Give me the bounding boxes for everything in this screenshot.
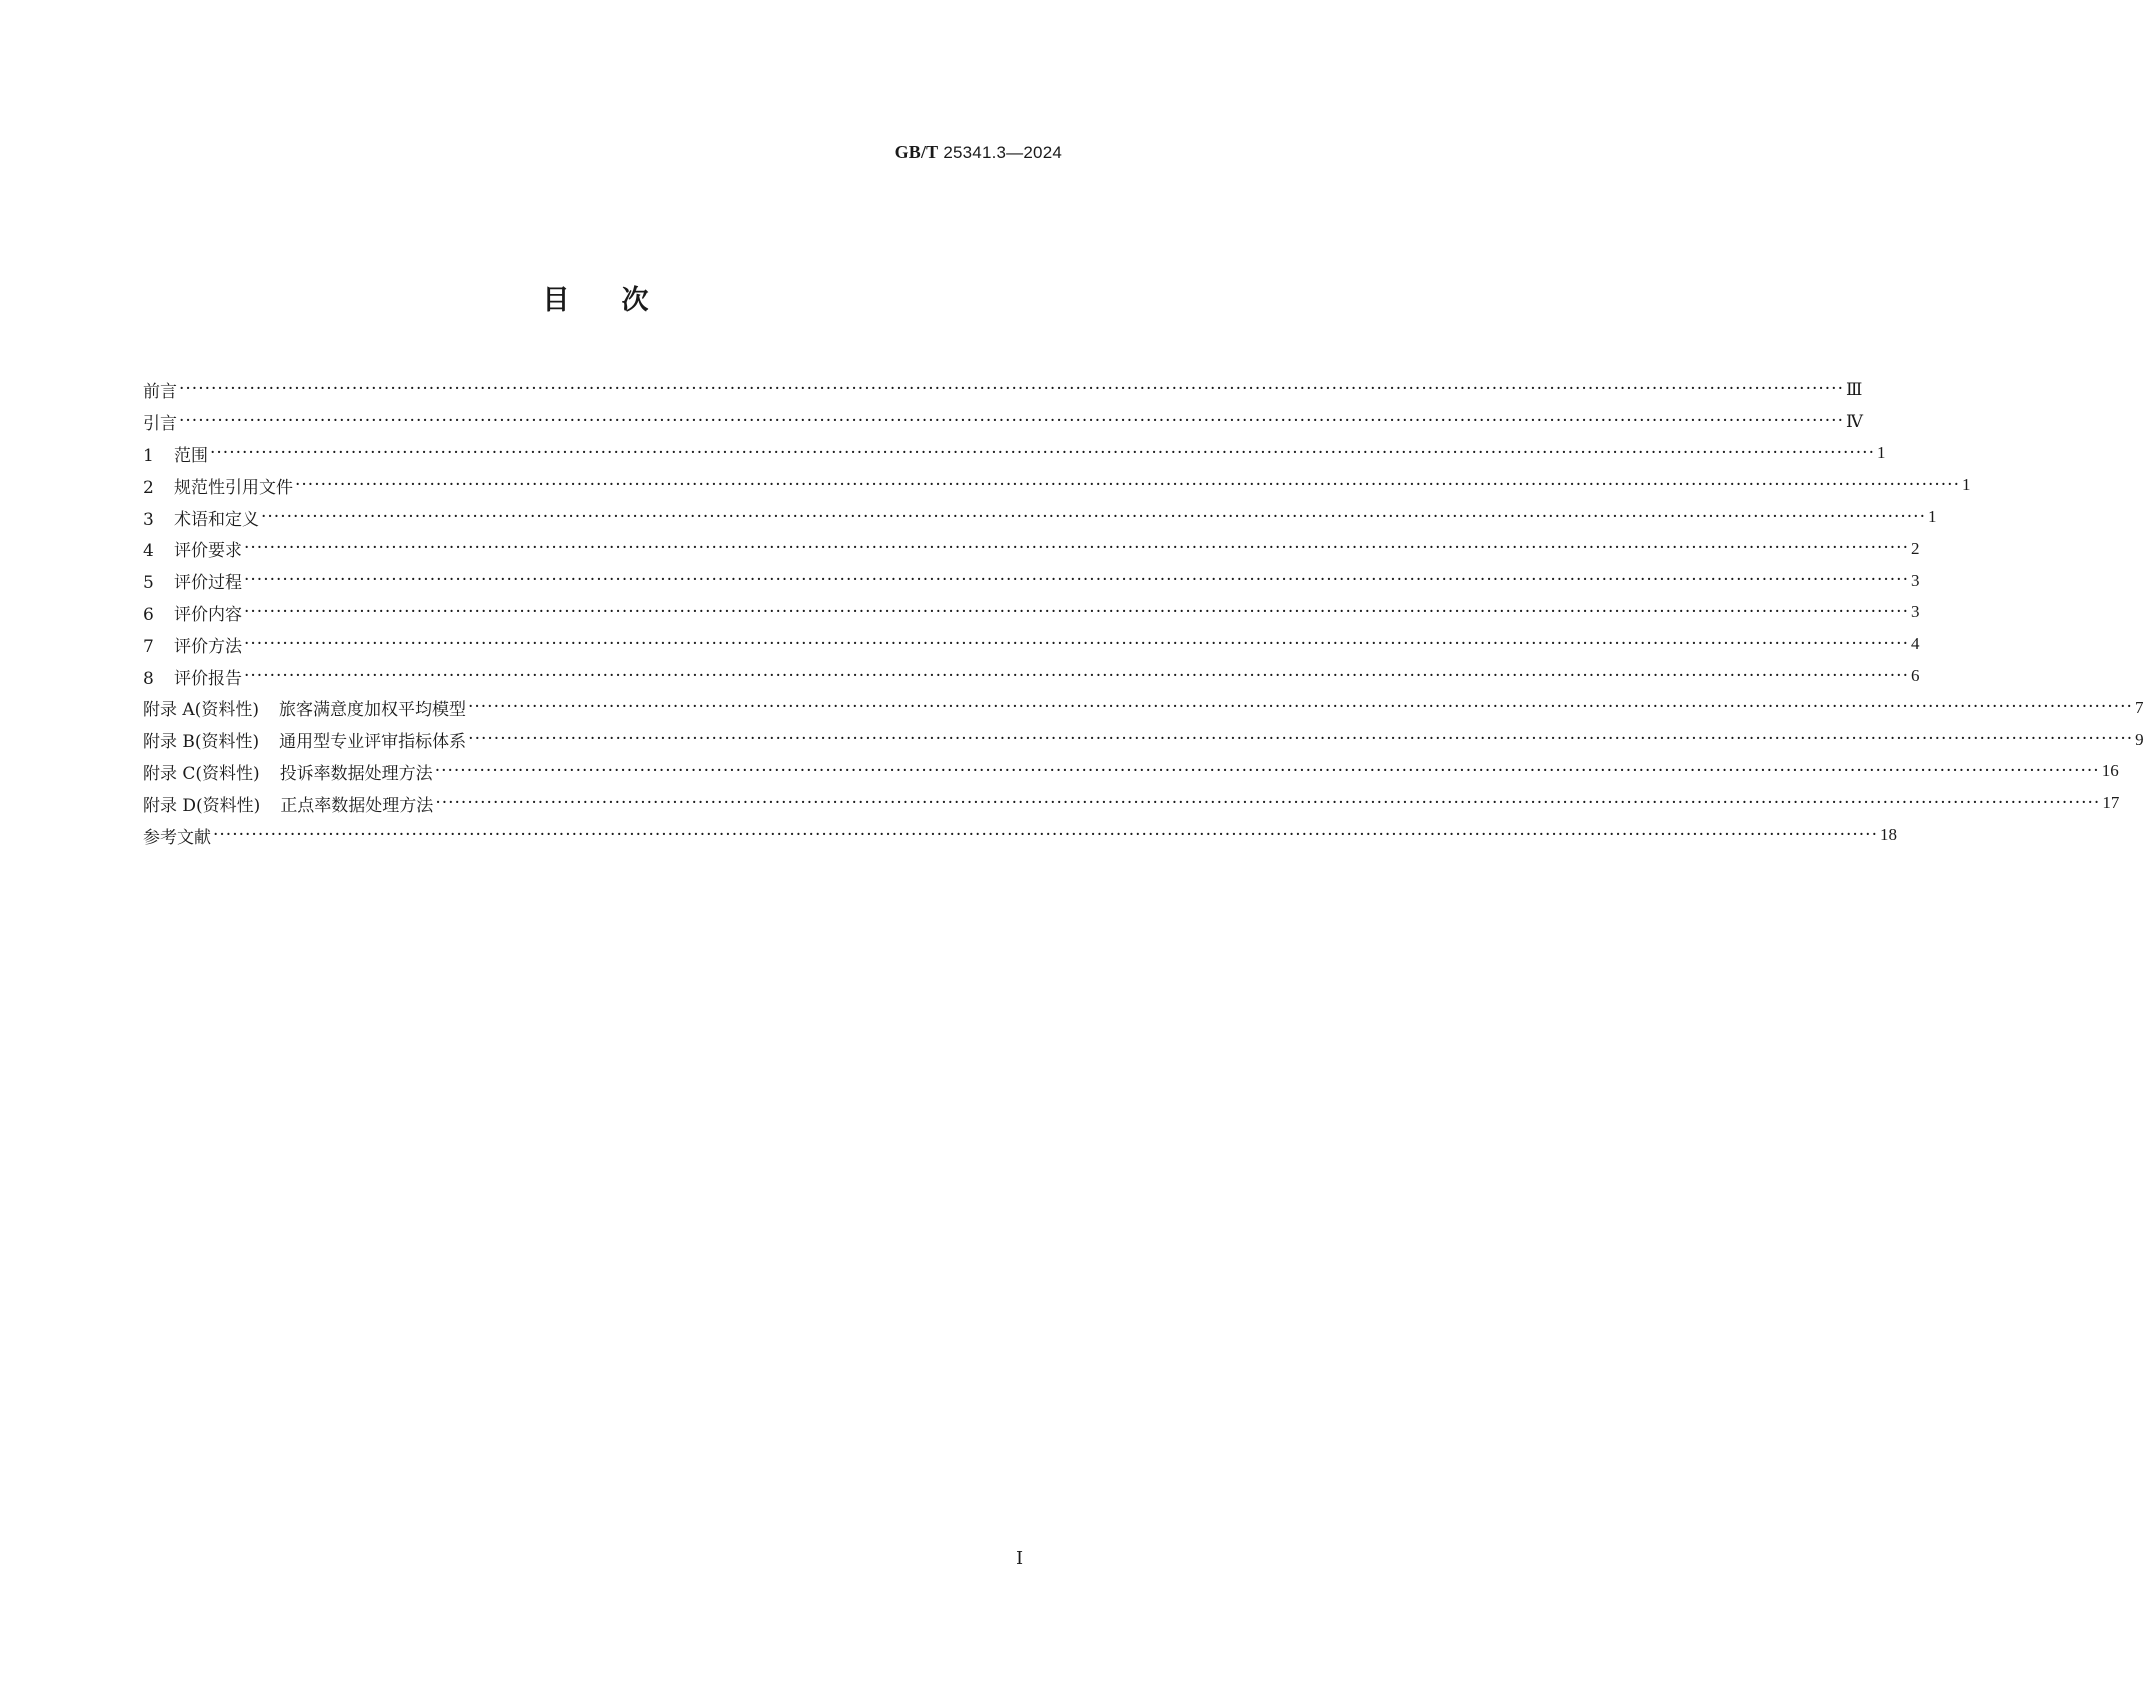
toc-entry-label (143, 632, 242, 657)
toc-leader-dots: ···································································································································································································································································· (244, 538, 1909, 559)
toc-entry-page: 4 (1911, 634, 1920, 654)
toc-entry-title: 旅客满意度加权平均模型 (278, 700, 466, 721)
toc-entry-title: 评价要求 (174, 541, 242, 562)
toc-entry-number: 7 (143, 636, 154, 657)
toc-entry[interactable] (143, 660, 1920, 692)
toc-entry-title: 评价内容 (174, 604, 242, 625)
toc-leader-dots: ···································································································································································································································································· (261, 506, 1926, 527)
toc-entry-title: 范围 (174, 445, 208, 466)
toc-leader-dots: ···································································································································································································································································· (213, 824, 1878, 845)
toc-entry-number: 5 (143, 573, 154, 594)
standard-code (895, 142, 1062, 163)
toc-entry-label (143, 600, 242, 625)
toc-entry-page: 18 (1880, 825, 1897, 845)
toc-entry-title: 正点率数据处理方法 (280, 795, 434, 816)
toc-entry-label (143, 409, 177, 434)
toc-entry-annex: 附录 C(资料性) (143, 763, 260, 784)
toc-entry-number: 4 (143, 541, 154, 562)
toc-leader-dots: ···································································································································································································································································· (434, 760, 2100, 781)
toc-entry[interactable] (143, 565, 1920, 597)
toc-entry[interactable] (143, 756, 2119, 788)
toc-entry[interactable] (143, 469, 1971, 501)
toc-entry-annex: 附录 D(资料性) (143, 795, 261, 816)
toc-entry-title: 引言 (143, 414, 177, 435)
toc-entry-label (143, 759, 433, 784)
toc-entry-title: 评价过程 (174, 573, 242, 594)
toc-entry-page: 3 (1911, 570, 1920, 590)
toc-entry-page: 16 (2101, 761, 2119, 781)
toc-entry-label (143, 695, 466, 720)
toc-entry-number: 8 (143, 668, 154, 689)
toc-entry-page: 17 (2102, 793, 2120, 813)
toc-entry-number: 3 (143, 509, 154, 530)
page-number: Ⅰ (1016, 1548, 1024, 1568)
toc-entry[interactable] (143, 628, 1920, 660)
toc-entry-page: 1 (1962, 475, 1971, 495)
toc-entry[interactable] (143, 533, 1920, 565)
toc-entry[interactable] (143, 406, 1863, 438)
toc-entry-label (143, 568, 242, 593)
toc-entry-title: 规范性引用文件 (174, 477, 293, 498)
toc-leader-dots: ···································································································································································································································································· (435, 792, 2101, 813)
toc-leader-dots: ···································································································································································································································································· (244, 601, 1909, 622)
toc-entry[interactable] (143, 438, 1886, 470)
toc-entry-label (143, 664, 242, 689)
toc-entry-annex: 附录 A(资料性) (143, 700, 259, 721)
standard-number: 25341.3—2024 (943, 143, 1062, 162)
table-of-contents (143, 374, 2144, 851)
toc-entry-number: 6 (143, 604, 154, 625)
toc-entry-label (143, 727, 466, 752)
toc-entry-page: 1 (1877, 443, 1886, 463)
toc-entry-title: 前言 (143, 382, 177, 403)
standard-prefix: GB/T (894, 142, 939, 162)
toc-leader-dots: ···································································································································································································································································· (244, 665, 1909, 686)
toc-leader-dots: ···································································································································································································································································· (179, 411, 1844, 432)
toc-leader-dots: ···································································································································································································································································· (295, 474, 1960, 495)
toc-entry-title: 投诉率数据处理方法 (279, 763, 433, 784)
toc-entry[interactable] (143, 501, 1937, 533)
toc-entry-number: 1 (143, 445, 154, 466)
toc-entry[interactable] (143, 597, 1920, 629)
toc-entry-title: 参考文献 (143, 827, 211, 848)
toc-entry[interactable] (143, 819, 1897, 851)
toc-entry-label (143, 791, 433, 816)
toc-title: 目次 (542, 285, 701, 316)
toc-leader-dots: ···································································································································································································································································· (467, 697, 2133, 718)
toc-entry-label (143, 505, 259, 530)
toc-entry-label (143, 536, 242, 561)
toc-leader-dots: ···································································································································································································································································· (468, 729, 2134, 750)
toc-entry[interactable] (143, 374, 1863, 406)
toc-entry-number: 2 (143, 477, 154, 498)
toc-leader-dots: ···································································································································································································································································· (210, 442, 1875, 463)
toc-entry-page: Ⅲ (1846, 379, 1863, 399)
toc-entry-title: 通用型专业评审指标体系 (279, 732, 467, 753)
toc-entry-page: 1 (1928, 507, 1937, 527)
toc-entry-label (143, 823, 211, 848)
toc-entry-page: Ⅳ (1846, 411, 1863, 431)
toc-entry-title: 术语和定义 (174, 509, 259, 530)
toc-entry-page: 2 (1911, 538, 1920, 558)
toc-leader-dots: ···································································································································································································································································· (179, 379, 1844, 400)
toc-entry-page: 6 (1911, 666, 1920, 686)
toc-entry-label (143, 441, 208, 466)
toc-entry-page: 9 (2135, 729, 2144, 749)
toc-leader-dots: ···································································································································································································································································· (244, 570, 1909, 591)
toc-leader-dots: ···································································································································································································································································· (244, 633, 1909, 654)
toc-entry-title: 评价报告 (174, 668, 242, 689)
toc-entry-page: 7 (2134, 697, 2144, 717)
toc-entry-page: 3 (1911, 602, 1920, 622)
toc-entry-label (143, 377, 177, 402)
toc-entry[interactable] (143, 724, 2144, 756)
toc-entry-label (143, 473, 293, 498)
toc-entry[interactable] (143, 692, 2144, 724)
toc-entry-title: 评价方法 (174, 636, 242, 657)
toc-entry[interactable] (143, 787, 2120, 819)
toc-entry-annex: 附录 B(资料性) (143, 732, 260, 753)
